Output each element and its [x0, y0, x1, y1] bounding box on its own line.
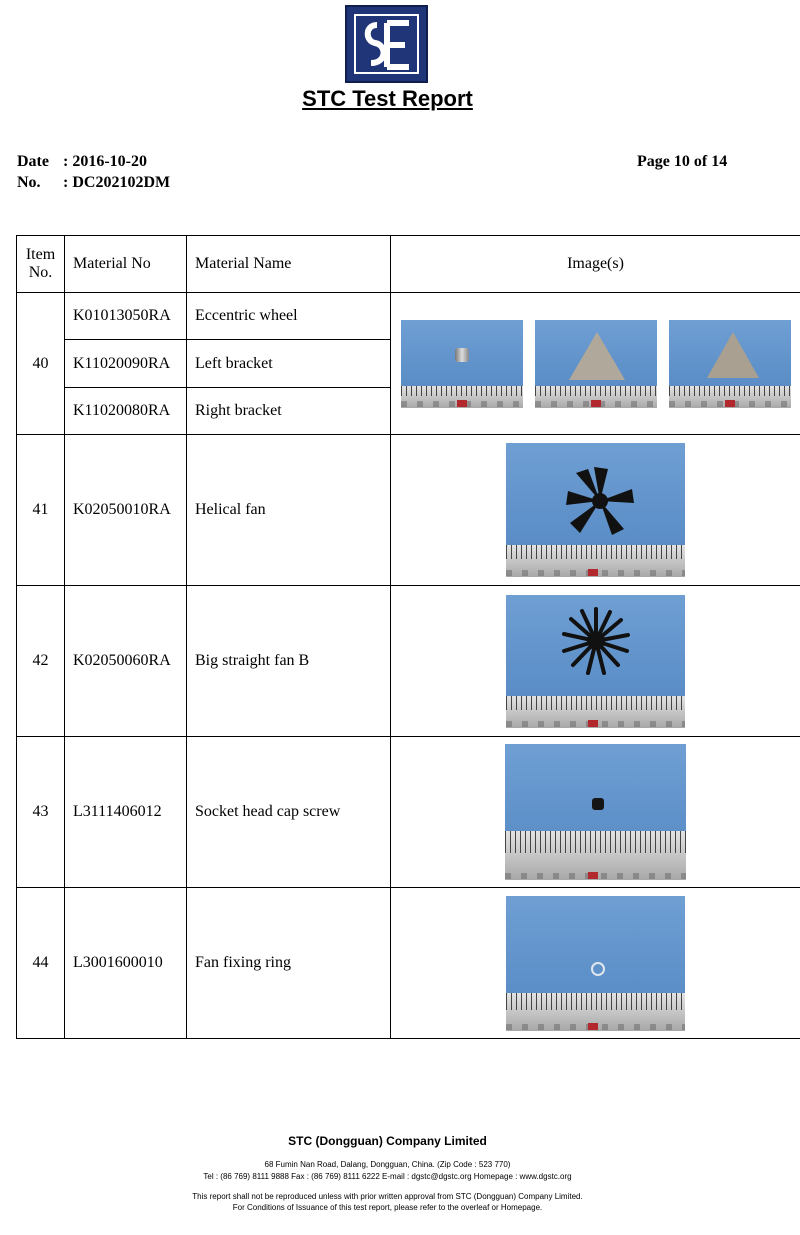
item-number: 44	[17, 888, 65, 1039]
page-number: Page 10 of 14	[637, 153, 728, 170]
material-no: K02050060RA	[65, 586, 187, 737]
materials-table	[16, 235, 800, 1039]
socket-screw-photo	[505, 744, 686, 880]
images-cell	[391, 888, 800, 1039]
helical-fan-photo	[506, 443, 685, 577]
date-label: Date	[17, 153, 49, 170]
header-item-no	[17, 236, 65, 293]
material-no: K11020080RA	[65, 388, 187, 435]
header-material-name: Material Name	[187, 236, 391, 293]
images-cell	[391, 435, 800, 586]
footer-note-conditions: For Conditions of Issuance of this test report, please refer to the overleaf or Homepage.	[232, 1203, 543, 1212]
table-header-row	[17, 236, 800, 293]
report-date	[17, 153, 147, 171]
fan-fixing-ring-photo	[506, 896, 685, 1031]
material-name: Socket head cap screw	[187, 737, 391, 888]
material-name: Fan fixing ring	[187, 888, 391, 1039]
images-cell	[391, 293, 800, 435]
header-material-no: Material No	[65, 236, 187, 293]
table-row	[17, 435, 800, 586]
material-name: Left bracket	[187, 340, 391, 388]
report-title: STC Test Report	[302, 86, 473, 111]
date-value: : 2016-10-20	[63, 153, 147, 170]
material-no: K01013050RA	[65, 293, 187, 340]
material-no: L3001600010	[65, 888, 187, 1039]
header-images: Image(s)	[391, 236, 800, 293]
footer-company: STC (Dongguan) Company Limited	[288, 1134, 487, 1148]
material-name: Right bracket	[187, 388, 391, 435]
footer-note-reproduction: This report shall not be reproduced unless with prior written approval from STC (Dongguan) Company Limited.	[192, 1192, 583, 1201]
stc-logo-icon	[345, 5, 428, 83]
material-no: K11020090RA	[65, 340, 187, 388]
material-name: Big straight fan B	[187, 586, 391, 737]
table-row	[17, 586, 800, 737]
table-row	[17, 737, 800, 888]
left-bracket-photo	[535, 320, 657, 408]
table-row	[17, 293, 800, 340]
eccentric-wheel-photo	[401, 320, 523, 408]
item-number: 41	[17, 435, 65, 586]
number-label: No.	[17, 174, 41, 191]
footer-contact: Tel : (86 769) 8111 9888 Fax : (86 769) 8111 6222 E-mail : dgstc@dgstc.org Homepage : www.dgstc.org	[203, 1172, 572, 1181]
footer-address: 68 Fumin Nan Road, Dalang, Dongguan, China. (Zip Code : 523 770)	[264, 1160, 511, 1169]
material-no: K02050010RA	[65, 435, 187, 586]
material-name: Helical fan	[187, 435, 391, 586]
header-item-line2: No.	[28, 264, 53, 281]
report-number	[17, 174, 170, 192]
item-number: 40	[17, 293, 65, 435]
item-number: 42	[17, 586, 65, 737]
images-cell	[391, 586, 800, 737]
big-straight-fan-photo	[506, 595, 685, 728]
right-bracket-photo	[669, 320, 791, 408]
material-no: L3111406012	[65, 737, 187, 888]
header-item-line1: Item	[25, 246, 56, 263]
item-number: 43	[17, 737, 65, 888]
table-row	[17, 888, 800, 1039]
number-value: : DC202102DM	[63, 174, 171, 191]
images-cell	[391, 737, 800, 888]
material-name: Eccentric wheel	[187, 293, 391, 340]
